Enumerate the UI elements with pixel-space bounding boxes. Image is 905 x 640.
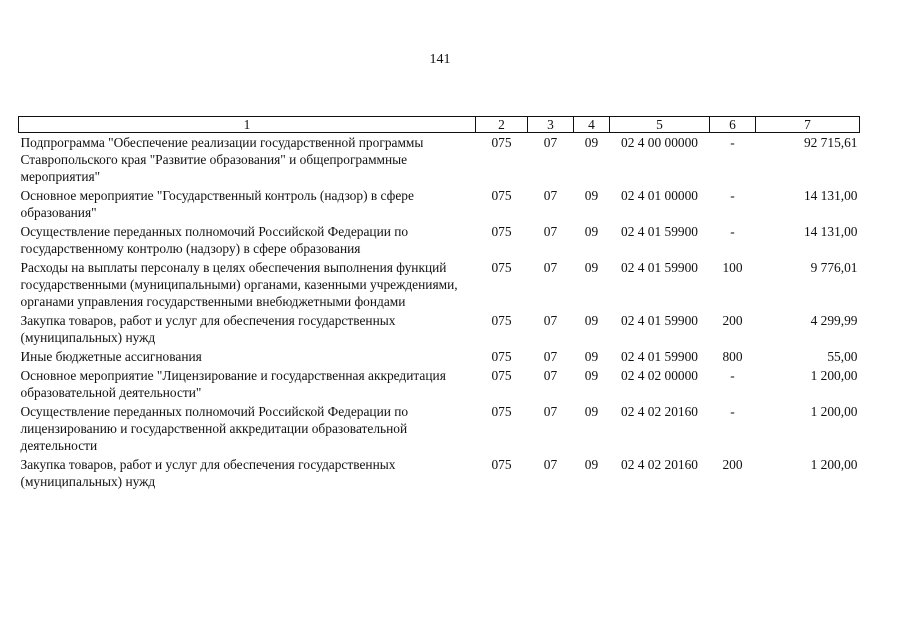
subsection-code: 09: [584, 260, 599, 275]
target-article-code: 02 4 02 20160: [621, 404, 698, 419]
column-header: 3: [528, 117, 574, 133]
table-header-row: [19, 117, 860, 133]
expense-type-code: 800: [722, 349, 743, 364]
ministry-code: 075: [491, 224, 512, 239]
expense-type-code: 200: [722, 313, 743, 328]
table-row: [19, 186, 860, 222]
amount: 92 715,61: [803, 135, 858, 150]
expense-type-code: 200: [722, 457, 743, 472]
column-header: 7: [756, 117, 860, 133]
ministry-code: 075: [491, 457, 512, 472]
ministry-code: 075: [491, 404, 512, 419]
table-row: [19, 455, 860, 491]
section-code: 07: [543, 313, 558, 328]
item-name: Подпрограмма "Обеспечение реализации государственной программы Ставропольского края "Развитие образования" и общепрограммные мероприятия": [20, 135, 424, 184]
subsection-code: 09: [584, 368, 599, 383]
page-number: 141: [429, 52, 451, 67]
subsection-code: 09: [584, 313, 599, 328]
section-code: 07: [543, 349, 558, 364]
table-row: [19, 402, 860, 455]
table-row: [19, 258, 860, 311]
expense-type-code: -: [730, 224, 735, 239]
section-code: 07: [543, 260, 558, 275]
section-code: 07: [543, 188, 558, 203]
subsection-code: 09: [584, 135, 599, 150]
expense-type-code: -: [730, 368, 735, 383]
target-article-code: 02 4 01 59900: [621, 260, 698, 275]
ministry-code: 075: [491, 135, 512, 150]
table-row: [19, 366, 860, 402]
column-header: 1: [19, 117, 476, 133]
target-article-code: 02 4 01 59900: [621, 349, 698, 364]
amount: 1 200,00: [810, 457, 858, 472]
expense-type-code: 100: [722, 260, 743, 275]
amount: 1 200,00: [810, 404, 858, 419]
column-header: 6: [710, 117, 756, 133]
item-name: Закупка товаров, работ и услуг для обеспечения государственных (муниципальных) нужд: [20, 457, 396, 489]
ministry-code: 075: [491, 188, 512, 203]
item-name: Осуществление переданных полномочий Российской Федерации по государственному контролю (надзору) в сфере образования: [20, 224, 409, 256]
target-article-code: 02 4 02 20160: [621, 457, 698, 472]
item-name: Основное мероприятие "Лицензирование и государственная аккредитация образовательной деятельности": [20, 368, 446, 400]
amount: 14 131,00: [803, 188, 858, 203]
ministry-code: 075: [491, 260, 512, 275]
ministry-code: 075: [491, 368, 512, 383]
subsection-code: 09: [584, 457, 599, 472]
target-article-code: 02 4 01 59900: [621, 224, 698, 239]
target-article-code: 02 4 01 59900: [621, 313, 698, 328]
expense-type-code: -: [730, 135, 735, 150]
subsection-code: 09: [584, 404, 599, 419]
target-article-code: 02 4 02 00000: [621, 368, 698, 383]
amount: 4 299,99: [810, 313, 858, 328]
table-row: [19, 347, 860, 366]
item-name: Расходы на выплаты персоналу в целях обеспечения выполнения функций государственными (муниципальными) органами, казенными учреждениями, органами управления государственными внебюджетными фондами: [20, 260, 458, 309]
column-header: 4: [574, 117, 610, 133]
item-name: Осуществление переданных полномочий Российской Федерации по лицензированию и государственной аккредитации образовательной деятельности: [20, 404, 409, 453]
subsection-code: 09: [584, 224, 599, 239]
expense-type-code: -: [730, 404, 735, 419]
section-code: 07: [543, 135, 558, 150]
expense-type-code: -: [730, 188, 735, 203]
amount: 14 131,00: [803, 224, 858, 239]
amount: 55,00: [827, 349, 858, 364]
item-name: Основное мероприятие "Государственный контроль (надзор) в сфере образования": [20, 188, 414, 220]
amount: 1 200,00: [810, 368, 858, 383]
section-code: 07: [543, 404, 558, 419]
column-header: 5: [610, 117, 710, 133]
table-row: [19, 311, 860, 347]
section-code: 07: [543, 368, 558, 383]
table-row: [19, 133, 860, 187]
column-header: 2: [476, 117, 528, 133]
section-code: 07: [543, 457, 558, 472]
subsection-code: 09: [584, 349, 599, 364]
target-article-code: 02 4 01 00000: [621, 188, 698, 203]
section-code: 07: [543, 224, 558, 239]
item-name: Закупка товаров, работ и услуг для обеспечения государственных (муниципальных) нужд: [20, 313, 396, 345]
ministry-code: 075: [491, 313, 512, 328]
ministry-code: 075: [491, 349, 512, 364]
item-name: Иные бюджетные ассигнования: [20, 349, 202, 364]
subsection-code: 09: [584, 188, 599, 203]
amount: 9 776,01: [810, 260, 858, 275]
table-row: [19, 222, 860, 258]
target-article-code: 02 4 00 00000: [621, 135, 698, 150]
budget-table: [18, 116, 860, 491]
